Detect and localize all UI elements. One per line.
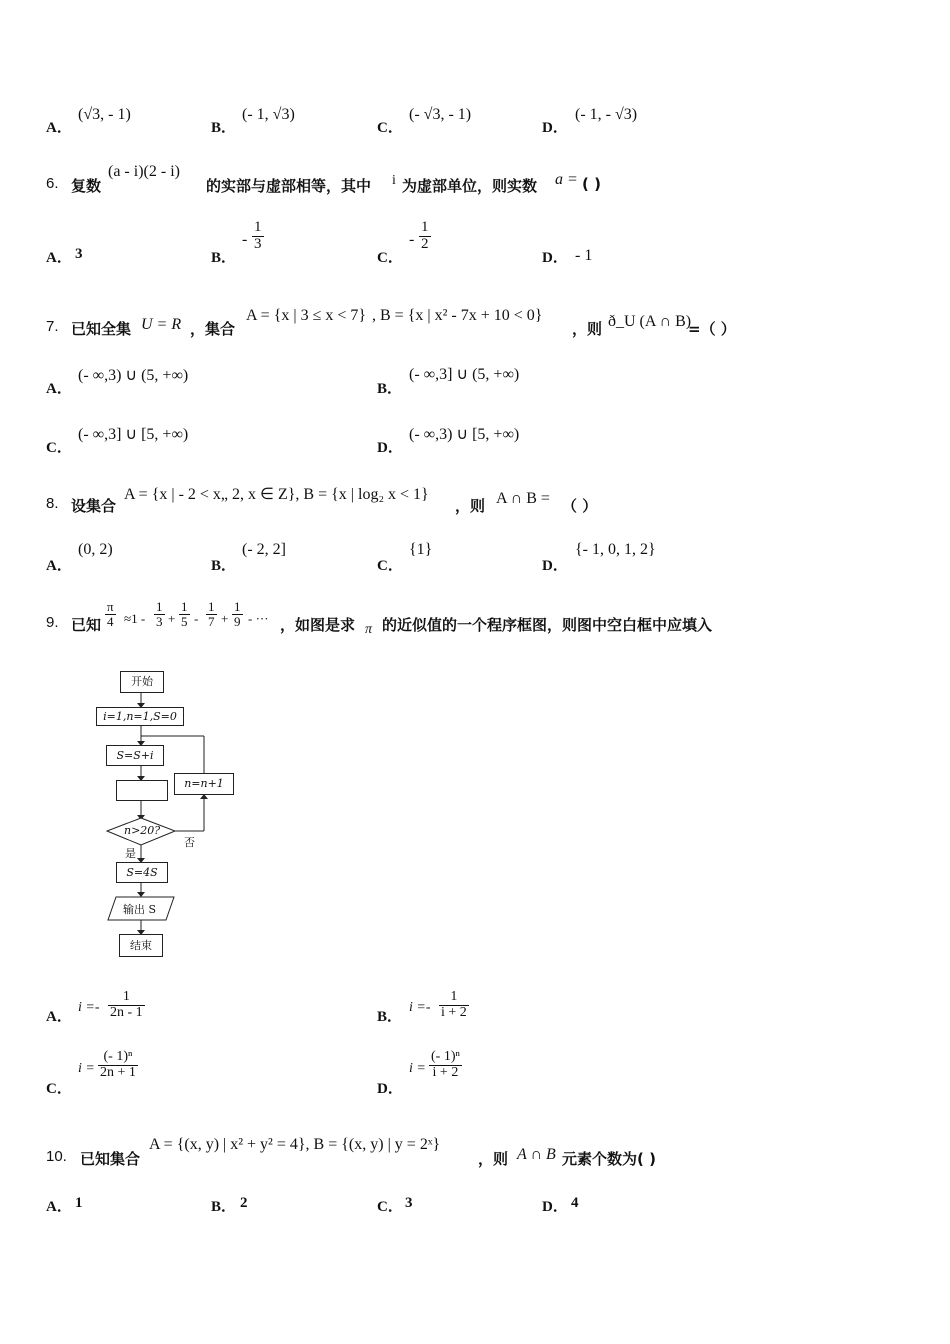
q10-option-c-label: C．	[377, 1199, 403, 1215]
q9-option-d-denominator: i + 2	[432, 1064, 459, 1080]
q7-comma-set: ，集合	[190, 320, 236, 338]
q9-term-3-den: 7	[208, 613, 215, 629]
q7-option-a-text[interactable]: (- ∞,3) ∪ (5, +∞)	[78, 367, 189, 384]
q7-then: ，则	[572, 320, 603, 338]
q5-option-a-text[interactable]: (√3, - 1)	[78, 106, 131, 123]
q8-option-a-label: A．	[46, 558, 72, 574]
q9-pi-symbol: π	[365, 622, 373, 637]
q10-option-c-text[interactable]: 3	[405, 1195, 413, 1211]
q9-term-3-num: 1	[208, 599, 215, 614]
q9-option-d-fraction[interactable]	[429, 1050, 462, 1080]
q9-option-b-label: B．	[377, 1009, 403, 1025]
q6-option-a-label: A．	[46, 250, 72, 266]
flowchart-start: 开始	[120, 671, 164, 693]
q9-pi: π	[107, 599, 114, 614]
flowchart-blank-box	[116, 780, 168, 801]
q10-prefix: 已知集合	[80, 1150, 141, 1168]
q9-term-4-den: 9	[234, 613, 241, 629]
q7-option-d-text[interactable]: (- ∞,3) ∪ [5, +∞)	[409, 426, 520, 443]
q9-option-a-lhs: i =-	[78, 1000, 100, 1015]
q9-op-1: +	[168, 611, 176, 626]
q6-imag-unit: i	[392, 173, 396, 188]
q9-option-b-numerator: 1	[439, 990, 469, 1006]
q6-option-b-denominator: 3	[254, 235, 262, 252]
q9-op-3: +	[221, 611, 229, 626]
q8-number: 8.	[46, 495, 59, 512]
q6-option-c-fraction[interactable]	[419, 220, 431, 253]
flowchart-yes: 是	[125, 847, 136, 860]
q5-option-a-label: A．	[46, 120, 72, 136]
q10-option-b-label: B．	[211, 1199, 237, 1215]
q9-option-c-lhs: i =	[78, 1061, 95, 1076]
q6-answer-bracket: ( )	[582, 175, 601, 193]
q6-option-a-text[interactable]: 3	[75, 246, 83, 262]
q5-option-d-text[interactable]: (- 1, - √3)	[575, 106, 638, 123]
flowchart-condition: n>20?	[124, 824, 161, 837]
q7-set-b: , B = {x | x² - 7x + 10 < 0}	[372, 307, 543, 324]
q8-option-c-label: C．	[377, 558, 403, 574]
q9-option-a-numerator: 1	[108, 990, 145, 1006]
q6-option-b-label: B．	[211, 250, 237, 266]
q7-option-c-label: C．	[46, 440, 72, 456]
q9-op-2: -	[194, 611, 199, 626]
q10-number: 10.	[46, 1148, 67, 1165]
q7-option-b-text[interactable]: (- ∞,3] ∪ (5, +∞)	[409, 366, 520, 383]
flowchart-no: 否	[184, 836, 195, 849]
q6-option-b-sign: -	[242, 231, 248, 248]
q9-op-4: - ···	[248, 611, 269, 626]
q5-option-b-text[interactable]: (- 1, √3)	[242, 106, 295, 123]
q7-set-a: A = {x | 3 ≤ x < 7}	[246, 307, 367, 324]
flowchart-output: 输出 S	[123, 903, 157, 916]
q7-complement: ð_U (A ∩ B)	[608, 313, 692, 330]
q6-prefix: 复数	[71, 177, 102, 195]
q8-option-a-text[interactable]: (0, 2)	[78, 541, 113, 558]
q7-option-d-label: D．	[377, 440, 403, 456]
q9-middle: ，如图是求	[280, 616, 356, 634]
flowchart-accumulate: S=S+i	[106, 745, 164, 766]
q8-sets: A = {x | - 2 < x„ 2, x ∈ Z}, B = {x | log₂ x < 1}	[124, 486, 429, 503]
flowchart-end: 结束	[119, 934, 163, 957]
q9-approx: ≈1 -	[124, 611, 146, 626]
q7-option-b-label: B．	[377, 381, 403, 397]
q9-option-b-denominator: i + 2	[441, 1004, 467, 1020]
q9-term-4-num: 1	[234, 599, 241, 614]
flowchart-init: i=1,n=1,S=0	[96, 707, 184, 726]
q7-answer-bracket: =（ ）	[688, 320, 736, 338]
q9-term-1-num: 1	[156, 599, 163, 614]
q5-option-c-label: C．	[377, 120, 403, 136]
q7-prefix: 已知全集	[71, 320, 132, 338]
flowchart-result: S=4S	[116, 862, 168, 883]
q9-suffix: 的近似值的一个程序框图，则图中空白框中应填入	[382, 616, 713, 634]
q8-expression: A ∩ B =	[496, 490, 550, 507]
q8-prefix: 设集合	[71, 497, 117, 515]
q9-option-c-fraction[interactable]	[98, 1050, 138, 1080]
flowchart-increment: n=n+1	[174, 773, 234, 795]
q9-option-c-label: C．	[46, 1081, 72, 1097]
q9-option-d-numerator: (- 1)ⁿ	[431, 1049, 460, 1064]
q7-universe: U = R	[141, 316, 182, 333]
q6-a-equals: a =	[555, 171, 578, 188]
q8-option-d-label: D．	[542, 558, 568, 574]
q9-option-a-fraction[interactable]	[108, 990, 145, 1020]
q10-option-a-label: A．	[46, 1199, 72, 1215]
q9-option-a-denominator: 2n - 1	[110, 1004, 143, 1020]
q10-sets: A = {(x, y) | x² + y² = 4}, B = {(x, y) | y = 2ˣ}	[149, 1136, 441, 1153]
q6-middle: 的实部与虚部相等，其中	[206, 177, 372, 195]
q7-number: 7.	[46, 318, 59, 335]
q9-option-b-fraction[interactable]	[439, 990, 469, 1020]
q9-option-b-lhs: i =-	[409, 1000, 431, 1015]
q6-option-d-label: D．	[542, 250, 568, 266]
q9-option-c-denominator: 2n + 1	[100, 1064, 136, 1080]
q8-option-d-text[interactable]: {- 1, 0, 1, 2}	[575, 541, 656, 558]
q6-option-c-numerator: 1	[421, 219, 429, 235]
q9-term-2-den: 5	[181, 613, 188, 629]
q9-prefix: 已知	[71, 616, 102, 634]
q9-option-a-label: A．	[46, 1009, 72, 1025]
q9-term-2-num: 1	[181, 599, 188, 614]
q8-option-b-text[interactable]: (- 2, 2]	[242, 541, 286, 558]
q6-option-c-label: C．	[377, 250, 403, 266]
q5-option-b-label: B．	[211, 120, 237, 136]
q9-term-1-den: 3	[156, 613, 163, 629]
q10-option-a-text[interactable]: 1	[75, 1195, 83, 1211]
q8-option-c-text[interactable]: {1}	[409, 541, 433, 558]
q7-option-a-label: A．	[46, 381, 72, 397]
q10-suffix: 元素个数为( )	[562, 1150, 656, 1168]
q6-expression: (a - i)(2 - i)	[108, 163, 180, 180]
q10-option-b-text[interactable]: 2	[240, 1195, 248, 1211]
q10-then: ，则	[478, 1150, 509, 1168]
q6-option-c-sign: -	[409, 231, 415, 248]
q9-four: 4	[107, 613, 114, 629]
q10-option-d-label: D．	[542, 1199, 568, 1215]
q10-expression: A ∩ B	[517, 1146, 556, 1163]
q5-option-d-label: D．	[542, 120, 568, 136]
q7-option-c-text[interactable]: (- ∞,3] ∪ [5, +∞)	[78, 426, 189, 443]
q9-option-c-numerator: (- 1)ⁿ	[98, 1050, 138, 1066]
q6-option-c-denominator: 2	[421, 235, 429, 252]
q8-option-b-label: B．	[211, 558, 237, 574]
q5-option-c-text[interactable]: (- √3, - 1)	[409, 106, 472, 123]
q6-number: 6.	[46, 175, 59, 192]
q6-option-b-numerator: 1	[254, 219, 262, 235]
q8-answer-bracket: （ ）	[562, 497, 598, 515]
q6-option-d-text[interactable]: - 1	[575, 247, 593, 264]
q10-option-d-text[interactable]: 4	[571, 1195, 579, 1211]
q8-then: ，则	[455, 497, 486, 515]
q9-number: 9.	[46, 614, 59, 631]
q9-option-d-label: D．	[377, 1081, 403, 1097]
q9-option-d-lhs: i =	[409, 1061, 426, 1076]
q6-middle2: 为虚部单位，则实数	[402, 177, 538, 195]
